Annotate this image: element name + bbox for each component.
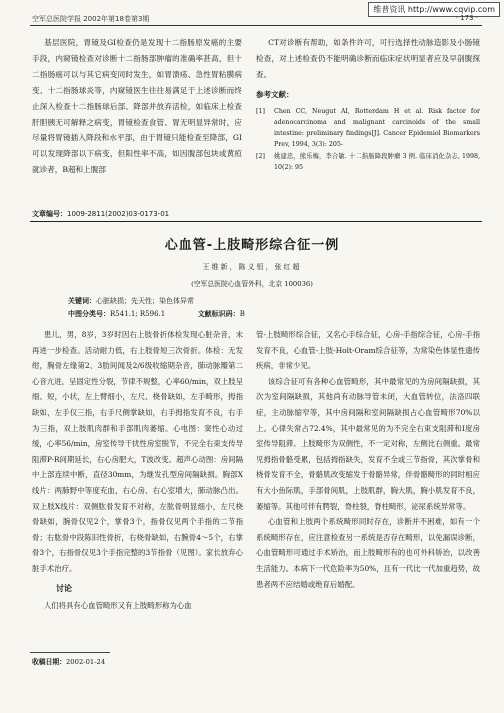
previous-article-right-column bbox=[256, 35, 480, 174]
doc-code-value: B bbox=[239, 310, 245, 318]
article-divider bbox=[30, 221, 482, 222]
article-authors: 王维新，陈义恒，张红超 bbox=[202, 263, 302, 271]
keywords-label: 关键词： bbox=[68, 297, 96, 305]
received-date bbox=[32, 656, 105, 666]
doc-code-label: 文献标识码： bbox=[197, 310, 240, 318]
previous-article-paragraph: 基层医院，胃镜及GI检查仍是发现十二指肠原发癌的主要手段，内窥镜检查对诊断十二指肠部肿瘤的准确率甚高，但十二指肠癌可以与其它病变同时发生，如胃溃疡、急性胃粘膜病变、十二指肠球炎等，内窥镜医生往往易满足于上述诊断而终止深入检查十二指肠球后部、降部并放弃活检，如临床上检查肝胆胰无可解释之病变，胃镜检查食管、胃无明显异常时，应尽量将胃镜插入降段和水平部，由于胃镜只能检查至降部，GI可以发现降部以下病变，但阳性率不高，如因腹部包块或黄疸就诊者，B超和上腹部 bbox=[32, 38, 242, 175]
reference-text: Chen CC, Neugut AI, Rotterdam H et al. Risk factor for adenocarcinoma and malignant carcinoids of the small intestine: preliminary findings[J]. Cancer Epidemiol Biomarkers Prev, 1994, 3(3): 205- bbox=[274, 107, 480, 148]
discussion-heading: 讨论 bbox=[56, 583, 72, 593]
reference-item bbox=[256, 106, 480, 150]
case-report-right-column bbox=[256, 327, 480, 592]
received-value: 2002-01-24 bbox=[65, 658, 106, 666]
footnote-rule bbox=[30, 652, 110, 653]
article-title: 心血管-上肢畸形综合征一例 bbox=[164, 238, 340, 253]
article-number-label: 文章编号： bbox=[32, 210, 67, 218]
reference-text: 姚建忠，熊乐梅，李合敏. 十二指肠降段肿瘤 3 例. 临床消化杂志, 1998, 10(2): 95 bbox=[274, 152, 480, 171]
references-heading: 参考文献： bbox=[256, 89, 294, 99]
previous-article-paragraph: CT对诊断有帮助，如条件许可，可行选择性动脉造影及小肠镜检查，对上述检查仍不能明确诊断而临床症状明显者应及早剖腹探查。 bbox=[256, 38, 480, 79]
discussion-paragraph: 人们将具有心血管畸形又有上肢畸形称为心血 bbox=[43, 601, 192, 611]
article-number bbox=[32, 209, 169, 219]
watermark[interactable]: 维普资讯 http://www.cqvip.com bbox=[368, 2, 500, 17]
classification bbox=[68, 309, 245, 319]
clc-label: 中图分类号： bbox=[68, 310, 110, 318]
journal-header: 空军总医院学报 2002年第18卷第3期 bbox=[32, 15, 150, 23]
previous-article-left-column bbox=[32, 35, 242, 178]
discussion-paragraph: 管-上肢畸形综合征，又名心手综合征，心房-手指综合征，心房-手指发育不良，心血管-上肢-Holt-Oram综合征等，为常染色体显性遗传疾病，非常少见。 bbox=[256, 330, 480, 371]
keywords-value: 心脏缺损；先天性；染色体异常 bbox=[96, 297, 194, 305]
page-number: · 173 · bbox=[455, 14, 478, 22]
received-label: 收稿日期： bbox=[32, 658, 66, 666]
case-paragraph: 患儿，男，8岁，3岁时因右上肢骨折体检发现心脏杂音，未再进一步检查。活动耐力低，右上肢骨短三次骨折。体检：无发绀，胸骨左缘第2、3肋间闻及2/6级收缩期杂音，肺动脉瓣第二心音亢进，呈固定性分裂，节律不规整，心率60/min，双上肢呈细、短，小状，左上臂细小，左尺、桡骨缺如，左手畸形，拇指缺如，左手仅三指，右手尺侧掌缺如，右手拇指发育不良，右手为三指，双上肢肌肉群和手部肌肉萎缩。心电图：窦性心动过缓，心率56/min，房室传导干扰性房室脱节，不完全右束支传导阻滞P-R间期延长，右心房肥大，T波改变。超声心动图：房间隔中上部连续中断，直径30mm，为继发孔型房间隔缺损。胸部X线片：两肺野中等度充血，右心房、右心室增大，肺动脉凸出。双上肢X线片：双侧肱骨发育不对称，左肱骨明显细小，左尺桡骨缺如，腕骨仅见2个，掌骨3个，指骨仅见两个手指的二节指骨；右肱骨中段陈旧性骨折，右桡骨缺如，右腕骨4～5个，右掌骨3个，右指骨仅见3个手指完整的3节指骨（见图）。家长放弃心脏手术治疗。 bbox=[32, 330, 243, 573]
discussion-paragraph: 心血管和上肢两个系统畸形同时存在，诊断并不困难，如有一个系统畸形存在，应注意检查另一系统是否存在畸形，以免漏误诊断，心血管畸形可通过手术矫治，而上肢畸形有的也可外科矫治，以改善生活能力。本病下一代危险率为50%，且有一代比一代加重趋势，故患者两不应结婚或绝育后婚配。 bbox=[256, 517, 480, 589]
article-number-value: 1009-2811(2002)03-0173-01 bbox=[67, 210, 170, 218]
article-affiliation: (空军总医院心血管外科，北京 100036) bbox=[191, 280, 313, 288]
clc-value: R541.1; R596.1 bbox=[110, 310, 166, 318]
keywords bbox=[68, 296, 194, 306]
reference-number: [1] bbox=[256, 107, 265, 115]
reference-item bbox=[256, 151, 480, 173]
header-rule bbox=[30, 25, 482, 26]
reference-number: [2] bbox=[256, 152, 265, 160]
discussion-paragraph: 该综合征可有各种心血管畸形，其中最常见的为房间隔缺损，其次为室间隔缺损，其他尚有动脉导管未闭，大血管转位，法洛四联症，主动脉缩窄等，其中房间隔和室间隔缺损占心血管畸形70%以上。心律失常占72.4%，其中最常见的为不完全右束支阻滞和Ⅰ度房室传导阻滞。上肢畸形为双侧性，不一定对称，左侧比右侧重。最常见拇指骨骼受累，包括拇指缺失，发育不全或三节指骨，其次掌骨和桡骨发育不全，骨骼肌改变缩发于骨骼异常，伴骨骼畸形的同时相应有大小鱼际肌，手部骨间肌，上肢肌群，胸大肌，胸小肌发育不良，萎缩等。其他可伴有腭裂，脊柱裂，脊柱畸形，泌尿系统异常等。 bbox=[256, 376, 480, 511]
case-report-left-column bbox=[32, 327, 243, 614]
